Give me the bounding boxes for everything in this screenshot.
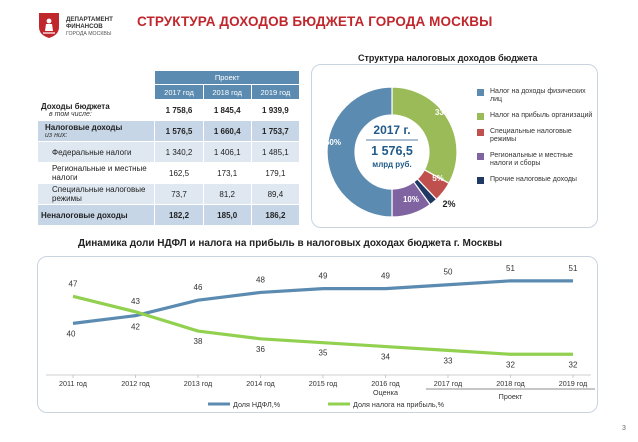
- table-cell: 182,2: [155, 205, 203, 226]
- slice-label: 50%: [324, 138, 342, 147]
- data-label: 48: [256, 275, 265, 285]
- legend-label: Специальные налоговые режимы: [490, 128, 572, 143]
- donut-center-year: 2017 г.: [373, 123, 411, 137]
- data-label: 46: [193, 283, 203, 293]
- data-label: 36: [256, 344, 265, 354]
- data-label: 47: [68, 279, 78, 289]
- line-chart-title: Динамика доли НДФЛ и налога на прибыль в налоговых доходах бюджета г. Москвы: [78, 238, 503, 249]
- estimate-label: Оценка: [373, 388, 398, 397]
- page-title: СТРУКТУРА ДОХОДОВ БЮДЖЕТА ГОРОДА МОСКВЫ: [137, 14, 493, 29]
- table-cell: 1 406,1: [203, 142, 251, 163]
- table-cell: 1 660,4: [203, 121, 251, 142]
- x-tick-label: 2014 год: [246, 379, 275, 388]
- x-tick-label: 2019 год: [558, 379, 588, 388]
- data-label: 42: [131, 322, 140, 332]
- slice-label: 5%: [432, 174, 444, 183]
- legend-label: Доля налога на прибыль,%: [353, 400, 445, 409]
- year-header: 2018 год: [203, 85, 251, 100]
- data-label: 51: [506, 263, 515, 273]
- row-label: Федеральные налоги: [38, 142, 155, 163]
- table-cell: 1 939,9: [251, 100, 299, 121]
- pie-chart-title: Структура налоговых доходов бюджета: [358, 53, 538, 63]
- table-cell: 1 485,1: [251, 142, 299, 163]
- legend-swatch: [477, 129, 484, 136]
- row-label: Специальные налоговые режимы: [38, 184, 155, 205]
- legend-item: [477, 112, 597, 120]
- legend-swatch: [477, 177, 484, 184]
- legend-item: [477, 152, 597, 168]
- data-label: 33: [443, 356, 453, 366]
- dept-line-2: ФИНАНСОВ: [66, 23, 103, 31]
- row-label: Неналоговые доходы: [38, 205, 155, 226]
- x-tick-label: 2016 год: [371, 379, 400, 388]
- data-label: 49: [381, 271, 390, 281]
- data-label: 50: [443, 267, 453, 277]
- table-cell: 162,5: [155, 163, 203, 184]
- table-row: [38, 121, 300, 142]
- donut-center-value: 1 576,5: [371, 144, 413, 158]
- legend-label: Налог на прибыль организаций: [490, 112, 593, 119]
- table-cell: 1 576,5: [155, 121, 203, 142]
- x-tick-label: 2011 год: [59, 379, 87, 388]
- legend-swatch: [477, 113, 484, 120]
- table-cell: 1 758,6: [155, 100, 203, 121]
- row-label: Налоговые доходы: [45, 123, 123, 132]
- slice-label: 2%: [442, 199, 456, 209]
- table-row: [38, 163, 300, 184]
- year-header: 2017 год: [155, 85, 203, 100]
- dept-line-1: ДЕПАРТАМЕНТ: [66, 16, 113, 23]
- line-chart: [38, 257, 599, 414]
- x-tick-label: 2018 год: [496, 379, 525, 388]
- project-header: Проект: [155, 71, 300, 85]
- data-label: 43: [131, 296, 140, 306]
- project-label: Проект: [498, 392, 523, 401]
- row-sublabel: в том числе:: [49, 111, 92, 118]
- data-label: 35: [318, 348, 328, 358]
- donut-center-unit: млрд руб.: [372, 160, 412, 169]
- legend-swatch: [477, 89, 484, 96]
- table-row: [38, 184, 300, 205]
- legend-item: [477, 128, 597, 144]
- table-cell: 1 340,2: [155, 142, 203, 163]
- data-label: 34: [381, 352, 390, 362]
- data-label: 49: [318, 271, 328, 281]
- row-label: Доходы бюджета: [41, 102, 110, 111]
- series-line: [73, 296, 573, 354]
- pie-legend: [477, 88, 597, 184]
- legend-item: [477, 176, 597, 184]
- table-cell: 1 845,4: [203, 100, 251, 121]
- table-row: [38, 142, 300, 163]
- table-cell: 185,0: [203, 205, 251, 226]
- year-header: 2019 год: [251, 85, 299, 100]
- department-name: [66, 16, 113, 38]
- data-label: 51: [568, 263, 578, 273]
- table-cell: 1 753,7: [251, 121, 299, 142]
- table-years-row: [38, 85, 300, 100]
- moscow-coat-of-arms-icon: [38, 12, 60, 39]
- x-tick-label: 2013 год: [183, 379, 213, 388]
- table-project-row: [38, 71, 300, 85]
- legend-label: Региональные и местные налоги и сборы: [490, 152, 573, 167]
- x-tick-label: 2017 год: [433, 379, 463, 388]
- revenue-table: [37, 70, 300, 226]
- table-cell: 179,1: [251, 163, 299, 184]
- table-cell: 73,7: [155, 184, 203, 205]
- page-number: 3: [622, 425, 626, 432]
- x-tick-label: 2015 год: [308, 379, 338, 388]
- table-cell: 89,4: [251, 184, 299, 205]
- line-chart-panel: [37, 256, 598, 413]
- legend-label: Прочие налоговые доходы: [490, 176, 577, 183]
- legend-label: Доля НДФЛ,%: [233, 400, 281, 409]
- table-row: [38, 205, 300, 226]
- data-label: 40: [66, 329, 76, 339]
- slice-label: 33%: [434, 108, 452, 117]
- table-cell: 186,2: [251, 205, 299, 226]
- table-row: [38, 100, 300, 121]
- legend-item: [477, 88, 597, 104]
- table-cell: 173,1: [203, 163, 251, 184]
- dept-line-3: ГОРОДА МОСКВЫ: [66, 30, 112, 37]
- row-sublabel: из них:: [45, 132, 68, 139]
- x-tick-label: 2012 год: [121, 379, 150, 388]
- data-label: 38: [193, 337, 203, 347]
- legend-swatch: [477, 153, 484, 160]
- data-label: 32: [506, 360, 515, 370]
- slice-label: 10%: [402, 195, 420, 204]
- legend-label: Налог на доходы физических лиц: [490, 88, 586, 103]
- data-label: 32: [568, 360, 578, 370]
- row-label: Региональные и местные налоги: [38, 163, 155, 184]
- table-cell: 81,2: [203, 184, 251, 205]
